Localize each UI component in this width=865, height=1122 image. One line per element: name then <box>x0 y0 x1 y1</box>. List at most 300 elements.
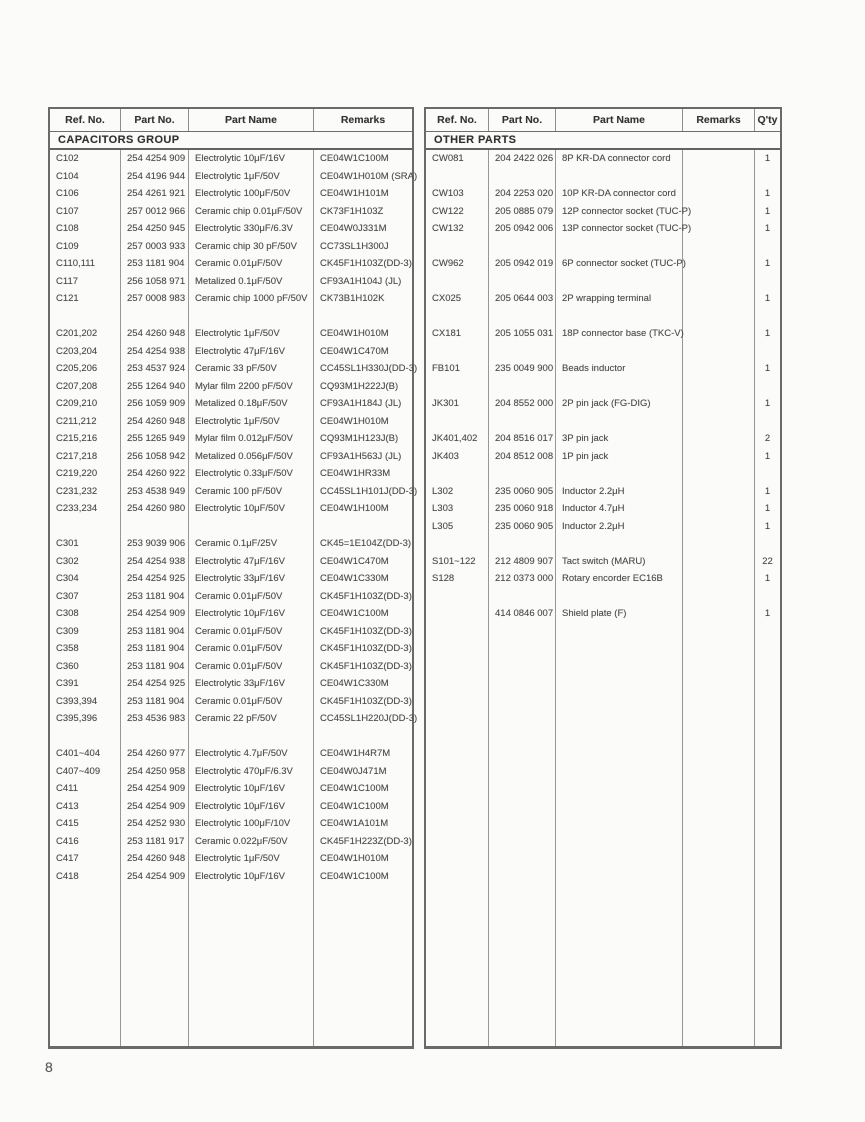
table-cell <box>683 483 754 501</box>
column-header: Remarks <box>683 109 755 131</box>
table-cell: CK73B1H102K <box>320 293 385 304</box>
table-cell: Ceramic 100 pF/50V <box>195 485 283 497</box>
table-cell: 253 4538 949 <box>127 485 186 497</box>
table-cell: Ceramic 22 pF/50V <box>195 713 277 724</box>
table-cell: C104 <box>56 170 79 182</box>
table-cell: C219,220 <box>56 468 98 479</box>
table-cell <box>683 150 754 168</box>
table-cell: C209,210 <box>56 398 98 409</box>
table-column <box>314 150 418 1046</box>
table-cell: 256 1058 942 <box>127 450 186 462</box>
table-cell: Ceramic chip 30 pF/50V <box>195 240 297 252</box>
table-cell: Inductor 2.2μH <box>562 485 625 497</box>
table-cell <box>683 185 754 203</box>
table-cell: 235 0060 905 <box>495 485 554 497</box>
table-cell: 205 0644 003 <box>495 293 554 304</box>
table-cell: Electrolytic 10μF/16V <box>195 153 285 164</box>
table-cell: Beads inductor <box>562 363 626 374</box>
table-cell: C415 <box>56 818 79 829</box>
table-cell: 18P connector base (TKC-V) <box>562 328 684 339</box>
table-cell: C308 <box>56 608 79 619</box>
table-column <box>489 150 556 1046</box>
table-cell: C102 <box>56 153 79 164</box>
column-header: Part Name <box>556 109 683 131</box>
table-cell: CE04W1C100M <box>320 783 389 794</box>
table-cell <box>683 395 754 413</box>
table-cell: CE04W1H100M <box>320 503 389 514</box>
table-cell: C360 <box>56 660 79 672</box>
table-cell: JK403 <box>432 450 459 462</box>
table-cell-blank <box>50 308 120 326</box>
table-cell-blank <box>755 308 780 326</box>
table-cell: Ceramic 0.1μF/25V <box>195 538 278 549</box>
table-cell: 205 0942 019 <box>495 258 554 269</box>
table-cell: C217,218 <box>56 450 98 462</box>
table-cell <box>683 290 754 308</box>
table-cell: 1 <box>764 485 771 497</box>
table-cell-blank <box>755 168 780 186</box>
table-cell: 254 4254 938 <box>127 345 186 357</box>
table-cell: Electrolytic 1μF/50V <box>195 328 280 339</box>
table-cell-blank <box>189 728 313 746</box>
table-cell: Electrolytic 1μF/50V <box>195 853 280 864</box>
table-cell: C302 <box>56 555 79 567</box>
table-cell: Rotary encorder EC16B <box>562 573 663 584</box>
table-cell: C391 <box>56 678 79 689</box>
group-title: OTHER PARTS <box>426 132 780 150</box>
table-cell: 257 0008 983 <box>127 293 186 304</box>
table-cell: 1 <box>764 293 771 304</box>
table-cell-blank <box>489 378 555 396</box>
table-cell-blank <box>489 238 555 256</box>
table-cell: Electrolytic 10μF/16V <box>195 870 285 882</box>
table-cell: CE04W1H101M <box>320 188 389 199</box>
table-cell: CQ93M1H222J(B) <box>320 380 399 392</box>
table-cell: CK73F1H103Z <box>320 205 384 217</box>
table-cell: Electrolytic 10μF/16V <box>195 800 285 812</box>
table-cell: CE04W1HR33M <box>320 468 391 479</box>
table-cell: 253 1181 904 <box>127 643 185 654</box>
table-cell: CK45F1H103Z(DD-3) <box>320 625 412 637</box>
table-cell <box>683 553 754 571</box>
table-cell: 205 0885 079 <box>495 205 554 217</box>
table-cell: 254 4260 980 <box>127 503 186 514</box>
table-cell-blank <box>556 343 682 361</box>
table-cell-blank <box>556 413 682 431</box>
table-cell: CE04W1C100M <box>320 153 389 164</box>
table-cell: 254 4254 938 <box>127 555 186 567</box>
table-cell: C413 <box>56 800 79 812</box>
table-cell: 253 1181 904 <box>127 258 185 269</box>
column-header: Ref. No. <box>50 109 121 131</box>
table-cell: Mylar film 2200 pF/50V <box>195 380 293 392</box>
table-cell: CE04W1H010M <box>320 415 389 427</box>
table-cell-blank <box>121 308 188 326</box>
table-header-row <box>50 109 412 132</box>
table-body <box>426 150 780 1046</box>
table-cell: C407~409 <box>56 765 101 777</box>
table-cell: Inductor 2.2μH <box>562 520 625 532</box>
table-cell: Electrolytic 470μF/6.3V <box>195 765 293 777</box>
table-cell: 204 2422 026 <box>495 153 554 164</box>
table-cell: JK401,402 <box>432 433 478 444</box>
table-cell: Mylar film 0.012μF/50V <box>195 433 293 444</box>
table-cell: Metalized 0.056μF/50V <box>195 450 293 462</box>
table-cell: C215,216 <box>56 433 98 444</box>
table-cell: 204 2253 020 <box>495 188 554 199</box>
table-body <box>50 150 418 1046</box>
table-cell: 22 <box>762 555 773 567</box>
table-cell: C418 <box>56 870 79 882</box>
table-cell: 254 4250 958 <box>127 765 186 777</box>
table-cell: C107 <box>56 205 79 217</box>
table-cell-blank <box>426 465 488 483</box>
table-cell: 1 <box>764 188 771 199</box>
table-cell: C231,232 <box>56 485 98 497</box>
table-cell-blank <box>683 588 754 606</box>
table-cell: L305 <box>432 520 454 532</box>
table-cell: Electrolytic 0.33μF/50V <box>195 468 293 479</box>
table-cell-blank <box>556 378 682 396</box>
table-cell: 1 <box>764 258 771 269</box>
table-cell: 10P KR-DA connector cord <box>562 188 676 199</box>
table-cell: 204 8516 017 <box>495 433 554 444</box>
table-cell: 253 4537 924 <box>127 363 186 374</box>
table-cell: CE04W1C470M <box>320 345 389 357</box>
table-cell: 1 <box>764 503 771 514</box>
table-cell: CK45F1H103Z(DD-3) <box>320 660 412 672</box>
table-cell: 235 0060 918 <box>495 503 554 514</box>
table-cell: Electrolytic 330μF/6.3V <box>195 223 293 234</box>
table-cell-blank <box>755 343 780 361</box>
table-cell <box>426 605 488 623</box>
table-cell-blank <box>556 465 682 483</box>
table-cell: C108 <box>56 223 79 234</box>
table-cell-blank <box>755 378 780 396</box>
table-cell <box>683 570 754 588</box>
table-cell: C121 <box>56 293 79 304</box>
table-cell: 254 4252 930 <box>127 818 186 829</box>
table-cell-blank <box>489 273 555 291</box>
table-cell-blank <box>683 413 754 431</box>
table-cell: 204 8552 000 <box>495 398 554 409</box>
table-cell-blank <box>755 238 780 256</box>
table-cell: 256 1059 909 <box>127 398 186 409</box>
table-cell: Ceramic 0.01μF/50V <box>195 590 283 602</box>
table-cell: 254 4260 948 <box>127 415 186 427</box>
table-cell: 212 0373 000 <box>495 573 554 584</box>
table-cell: Ceramic 0.01μF/50V <box>195 695 283 707</box>
table-cell: 253 1181 917 <box>127 835 185 847</box>
table-cell: 1 <box>764 608 771 619</box>
table-cell: 257 0012 966 <box>127 205 186 217</box>
table-cell-blank <box>426 378 488 396</box>
table-cell: CE04W1H010M <box>320 853 389 864</box>
table-cell-blank <box>489 168 555 186</box>
table-cell: C207,208 <box>56 380 98 392</box>
table-cell-blank <box>426 588 488 606</box>
table-cell: 254 4254 909 <box>127 870 186 882</box>
table-cell-blank <box>121 518 188 536</box>
table-cell: 253 1181 904 <box>127 695 185 707</box>
table-cell: CE04W1H4R7M <box>320 748 391 759</box>
table-cell: 12P connector socket (TUC-P) <box>562 205 692 217</box>
table-cell: Ceramic 0.01μF/50V <box>195 258 283 269</box>
table-cell <box>683 325 754 343</box>
table-cell-blank <box>556 273 682 291</box>
table-cell: Electrolytic 100μF/10V <box>195 818 291 829</box>
table-cell: 253 1181 904 <box>127 590 185 602</box>
table-cell: S101~122 <box>432 555 476 567</box>
table-cell: Inductor 4.7μH <box>562 503 625 514</box>
table-cell: C401~404 <box>56 748 101 759</box>
table-cell: C395,396 <box>56 713 98 724</box>
table-cell: 254 4254 909 <box>127 800 186 812</box>
table-cell-blank <box>683 378 754 396</box>
table-cell: 253 4536 983 <box>127 713 186 724</box>
table-cell: CE04W1A101M <box>320 818 389 829</box>
table-cell: Electrolytic 1μF/50V <box>195 170 280 182</box>
table-cell <box>683 518 754 536</box>
table-cell: CK45=1E104Z(DD-3) <box>320 538 412 549</box>
table-cell-blank <box>426 273 488 291</box>
table-cell-blank <box>683 168 754 186</box>
table-cell-blank <box>683 273 754 291</box>
table-cell: C109 <box>56 240 79 252</box>
table-cell: CK45F1H103Z(DD-3) <box>320 695 412 707</box>
table-cell: L303 <box>432 503 454 514</box>
table-cell: CQ93M1H123J(B) <box>320 433 399 444</box>
table-cell: 2P pin jack (FG-DIG) <box>562 398 651 409</box>
table-cell: CW132 <box>432 223 464 234</box>
table-cell: 254 4254 925 <box>127 573 186 584</box>
column-header: Part Name <box>189 109 314 131</box>
table-cell: CK45F1H103Z(DD-3) <box>320 590 412 602</box>
table-cell: 256 1058 971 <box>127 275 186 287</box>
table-cell: Ceramic 0.01μF/50V <box>195 625 283 637</box>
table-cell: 3P pin jack <box>562 433 609 444</box>
table-cell: CE04W1H010M <box>320 328 389 339</box>
table-cell: 254 4260 948 <box>127 328 186 339</box>
table-cell: Electrolytic 100μF/50V <box>195 188 291 199</box>
table-cell-blank <box>189 518 313 536</box>
table-cell: CE04W1C330M <box>320 678 389 689</box>
capacitors-table <box>48 107 418 1049</box>
table-cell-blank <box>556 238 682 256</box>
table-cell: 254 4254 925 <box>127 678 186 689</box>
table-cell-blank <box>755 413 780 431</box>
table-cell-blank <box>314 518 412 536</box>
column-header: Ref. No. <box>426 109 489 131</box>
table-cell: CE04W1C100M <box>320 608 389 619</box>
table-cell-blank <box>556 168 682 186</box>
table-cell: 257 0003 933 <box>127 240 186 252</box>
table-cell: 254 4261 921 <box>127 188 186 199</box>
table-cell: 1 <box>764 398 771 409</box>
table-cell-blank <box>683 238 754 256</box>
table-cell: C393,394 <box>56 695 98 707</box>
table-cell-blank <box>489 588 555 606</box>
table-cell-blank <box>683 343 754 361</box>
table-cell <box>683 220 754 238</box>
table-cell: JK301 <box>432 398 459 409</box>
table-column <box>189 150 314 1046</box>
table-cell: Tact switch (MARU) <box>562 555 646 567</box>
table-cell-blank <box>556 588 682 606</box>
table-cell: CX181 <box>432 328 462 339</box>
table-cell: 205 1055 031 <box>495 328 554 339</box>
table-cell-blank <box>314 728 412 746</box>
table-cell: C307 <box>56 590 79 602</box>
table-cell: Metalized 0.18μF/50V <box>195 398 288 409</box>
table-cell-blank <box>489 308 555 326</box>
table-cell: CC45SL1H330J(DD-3) <box>320 363 418 374</box>
table-cell: CE04W0J471M <box>320 765 387 777</box>
table-cell-blank <box>489 413 555 431</box>
table-cell: Ceramic 33 pF/50V <box>195 363 277 374</box>
other-parts-table <box>424 107 782 1049</box>
table-cell-blank <box>50 728 120 746</box>
table-cell: Ceramic 0.01μF/50V <box>195 643 283 654</box>
column-header: Part No. <box>489 109 556 131</box>
table-cell: 254 4250 945 <box>127 223 186 234</box>
table-cell-blank <box>755 588 780 606</box>
table-cell: 414 0846 007 <box>495 608 554 619</box>
table-cell: Electrolytic 10μF/50V <box>195 503 285 514</box>
table-cell: Electrolytic 47μF/16V <box>195 345 285 357</box>
table-cell: Ceramic 0.022μF/50V <box>195 835 288 847</box>
table-cell: 235 0060 905 <box>495 520 554 532</box>
table-cell: 253 1181 904 <box>127 625 185 637</box>
table-cell-blank <box>755 465 780 483</box>
table-cell: 253 9039 906 <box>127 538 186 549</box>
table-cell-blank <box>556 308 682 326</box>
table-cell: C201,202 <box>56 328 98 339</box>
table-cell: CX025 <box>432 293 462 304</box>
table-cell-blank <box>489 465 555 483</box>
table-cell: CW081 <box>432 153 464 164</box>
table-cell-blank <box>683 535 754 553</box>
table-cell <box>683 500 754 518</box>
table-cell-blank <box>489 343 555 361</box>
table-cell: C211,212 <box>56 415 97 427</box>
table-cell: Electrolytic 1μF/50V <box>195 415 280 427</box>
table-cell <box>683 430 754 448</box>
table-cell: 1 <box>764 328 771 339</box>
table-cell: C309 <box>56 625 79 637</box>
table-cell: 1 <box>764 363 771 374</box>
table-cell: C301 <box>56 538 79 549</box>
page-number: 8 <box>45 1059 53 1075</box>
table-cell: CK45F1H223Z(DD-3) <box>320 835 412 847</box>
table-cell: 1 <box>764 153 771 164</box>
table-cell-blank <box>426 308 488 326</box>
table-cell: CE04W0J331M <box>320 223 387 234</box>
table-cell-blank <box>556 535 682 553</box>
table-cell: CC45SL1H220J(DD-3) <box>320 713 418 724</box>
table-cell: CK45F1H103Z(DD-3) <box>320 643 412 654</box>
table-cell: Ceramic 0.01μF/50V <box>195 660 283 672</box>
table-column <box>50 150 121 1046</box>
table-cell: L302 <box>432 485 454 497</box>
table-cell: 13P connector socket (TUC-P) <box>562 223 692 234</box>
table-cell: 235 0049 900 <box>495 363 554 374</box>
table-cell: 6P connector socket (TUC-P) <box>562 258 686 269</box>
table-column <box>755 150 780 1046</box>
table-cell: Electrolytic 47μF/16V <box>195 555 285 567</box>
table-column <box>121 150 189 1046</box>
table-cell: Electrolytic 33μF/16V <box>195 573 285 584</box>
table-cell: Electrolytic 4.7μF/50V <box>195 748 288 759</box>
table-cell: Ceramic chip 0.01μF/50V <box>195 205 303 217</box>
table-cell-blank <box>489 535 555 553</box>
table-cell <box>683 360 754 378</box>
table-cell: C411 <box>56 783 79 794</box>
table-cell: 1 <box>764 450 771 462</box>
table-cell: 255 1265 949 <box>127 433 186 444</box>
table-cell: C205,206 <box>56 363 98 374</box>
table-cell: 212 4809 907 <box>495 555 554 567</box>
column-header: Q'ty <box>757 114 778 126</box>
table-cell: 254 4254 909 <box>127 608 186 619</box>
table-cell: CW122 <box>432 205 464 217</box>
table-cell: 254 4260 948 <box>127 853 186 864</box>
table-cell: C304 <box>56 573 79 584</box>
table-cell <box>683 605 754 623</box>
table-cell: Shield plate (F) <box>562 608 627 619</box>
table-cell-blank <box>314 308 412 326</box>
table-cell-blank <box>121 728 188 746</box>
table-cell: CW103 <box>432 188 464 199</box>
table-cell: C417 <box>56 853 79 864</box>
table-cell-blank <box>683 465 754 483</box>
table-cell: S128 <box>432 573 455 584</box>
table-cell: CF93A1H184J (JL) <box>320 398 402 409</box>
table-cell <box>683 448 754 466</box>
table-cell: C110,111 <box>56 258 96 269</box>
table-cell: C117 <box>56 275 79 287</box>
table-cell: Electrolytic 10μF/16V <box>195 783 285 794</box>
table-cell: 254 4254 909 <box>127 783 186 794</box>
column-header: Part No. <box>121 109 189 131</box>
table-cell: CC45SL1H101J(DD-3) <box>320 485 418 497</box>
table-cell: C416 <box>56 835 79 847</box>
group-title: CAPACITORS GROUP <box>50 132 412 150</box>
column-header: Remarks <box>340 114 386 126</box>
table-cell: Metalized 0.1μF/50V <box>195 275 283 287</box>
table-cell: Ceramic chip 1000 pF/50V <box>195 293 308 304</box>
table-cell-blank <box>426 535 488 553</box>
table-cell-blank <box>755 273 780 291</box>
table-cell: 1 <box>764 520 771 532</box>
table-cell: 254 4260 977 <box>127 748 186 759</box>
table-cell: 253 1181 904 <box>127 660 185 672</box>
table-cell: 1P pin jack <box>562 450 609 462</box>
table-cell: Electrolytic 10μF/16V <box>195 608 285 619</box>
table-cell-blank <box>426 238 488 256</box>
table-cell: 255 1264 940 <box>127 380 186 392</box>
table-header-row <box>426 109 780 132</box>
table-cell: 254 4196 944 <box>127 170 186 182</box>
table-cell <box>683 203 754 221</box>
table-cell: 1 <box>764 573 771 584</box>
table-cell: CW962 <box>432 258 464 269</box>
table-cell-blank <box>426 168 488 186</box>
table-column <box>556 150 692 1046</box>
table-cell: 254 4254 909 <box>127 153 186 164</box>
table-cell <box>683 255 754 273</box>
table-column <box>426 150 489 1046</box>
